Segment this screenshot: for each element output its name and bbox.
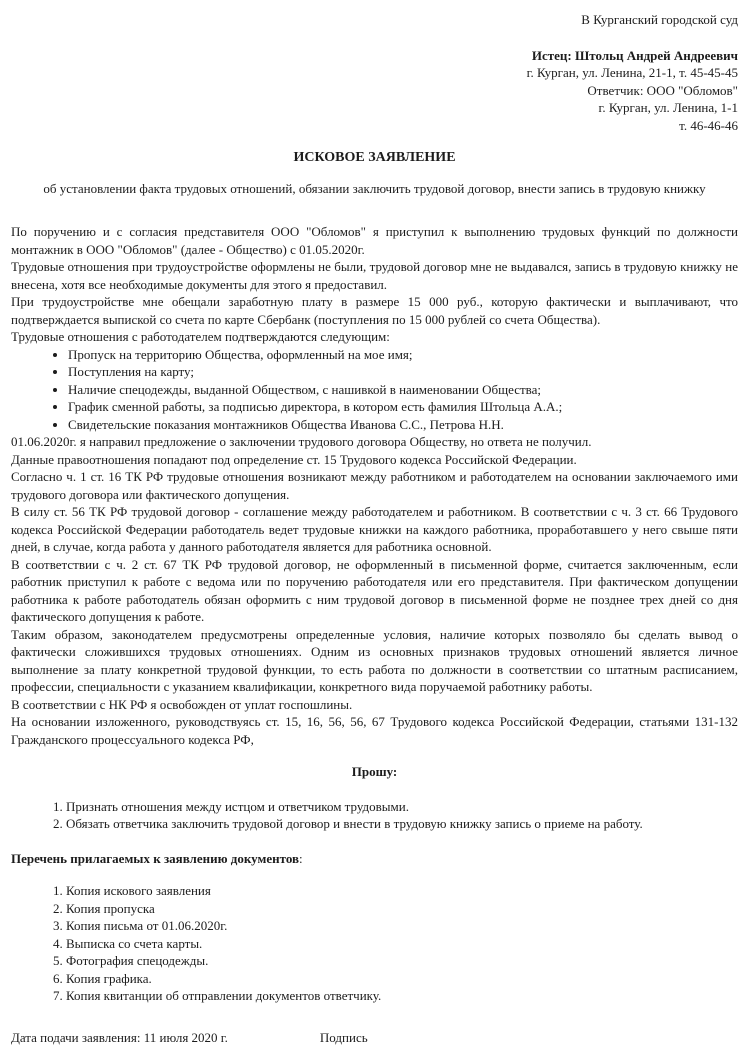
paragraph: Данные правоотношения попадают под определение ст. 15 Трудового кодекса Российской Федерации. xyxy=(11,451,577,467)
defendant-phone: т. 46-46-46 xyxy=(679,117,738,133)
attachment-item: 2. Копия пропуска xyxy=(66,900,738,918)
evidence-item: • Свидетельские показания монтажников Общества Иванова С.С., Петрова Н.Н. xyxy=(68,416,738,434)
footer xyxy=(11,1029,738,1047)
attachment-item: 1. Копия искового заявления xyxy=(66,882,738,900)
court-header xyxy=(11,11,738,134)
paragraph: На основании изложенного, руководствуясь ст. 15, 16, 56, 56, 67 Трудового кодекса Российской Федерации, статьями 131-132 Гражданского процессуального кодекса РФ, xyxy=(11,714,738,747)
attachment-item: 5. Фотография спецодежды. xyxy=(66,952,738,970)
paragraph: По поручению и с согласия представителя ООО "Обломов" я приступил к выполнению трудовых функций по должности монтажник в ООО "Обломов" (далее - Общество) с 01.05.2020г. xyxy=(11,224,738,257)
evidence-item: • Поступления на карту; xyxy=(68,363,738,381)
filing-date: Дата подачи заявления: 11 июля 2020 г. xyxy=(11,1029,228,1045)
attachments-heading: Перечень прилагаемых к заявлению документов: xyxy=(11,850,303,866)
evidence-item: • Пропуск на территорию Общества, оформленный на мое имя; xyxy=(68,346,738,364)
paragraph: Трудовые отношения при трудоустройстве оформлены не были, трудовой договор мне не выдавался, запись в трудовую книжку не внесена, хотя все необходимые документы для этого я предоставил. xyxy=(11,259,738,292)
attachment-item: 7. Копия квитанции об отправлении документов ответчику. xyxy=(66,987,738,1005)
paragraph: В соответствии с НК РФ я освобожден от уплат госпошлины. xyxy=(11,696,353,712)
paragraph: Трудовые отношения с работодателем подтверждаются следующим: xyxy=(11,329,390,344)
plaintiff-line: Истец: Штольц Андрей Андреевич xyxy=(531,47,738,63)
statement-body xyxy=(11,223,738,748)
attachment-item: 3. Копия письма от 01.06.2020г. xyxy=(66,917,738,935)
document-subtitle: об установлении факта трудовых отношений, обязании заключить трудовой договор, внести запись в трудовую книжку xyxy=(43,180,706,196)
court-name: В Курганский городской суд xyxy=(581,12,738,27)
petition-item: 2. Обязать ответчика заключить трудовой договор и внести в трудовую книжку запись о приеме на работу. xyxy=(66,815,738,833)
paragraph: Таким образом, законодателем предусмотрены определенные условия, наличие которых позволяло бы сделать вывод о фактически сложившихся трудовых отношениях. Одним из основных признаков трудовых отношений является личное выполнение за плату конкретной трудовой функции, то есть работа по должности в соответствии со штатным расписанием, профессии, специальности с указанием квалификации, конкретного вида поручаемой работнику работы. xyxy=(11,626,738,694)
petition-list xyxy=(11,798,738,833)
signature-label: Подпись xyxy=(319,1029,368,1045)
evidence-item: • Наличие спецодежды, выданной Обществом, с нашивкой в наименовании Общества; xyxy=(68,381,738,399)
document-title: ИСКОВОЕ ЗАЯВЛЕНИЕ xyxy=(293,150,456,165)
paragraph: В соответствии с ч. 2 ст. 67 ТК РФ трудовой договор, не оформленный в письменной форме, считается заключенным, если работник приступил к работе с ведома или по поручению работодателя или его представителя. При фактическом допущении работника к работе работодатель обязан оформить с ним трудовой договор в письменной форме не позднее трех дней со дня фактического допущения к работе. xyxy=(11,556,738,624)
attachment-item: 4. Выписка со счета карты. xyxy=(66,935,738,953)
plaintiff-address: г. Курган, ул. Ленина, 21-1, т. 45-45-45 xyxy=(526,65,738,80)
paragraph: 01.06.2020г. я направил предложение о заключении трудового договора Обществу, но ответа не получил. xyxy=(11,434,592,449)
evidence-item: • График сменной работы, за подписью директора, в котором есть фамилия Штольца А.А.; xyxy=(68,398,738,416)
attachment-item: 6. Копия графика. xyxy=(66,970,738,988)
evidence-list xyxy=(11,346,738,434)
petition-item: 1. Признать отношения между истцом и ответчиком трудовыми. xyxy=(66,798,738,816)
paragraph: В силу ст. 56 ТК РФ трудовой договор - соглашение между работодателем и работником. В соответствии с ч. 3 ст. 66 Трудового кодекса Российской Федерации работодатель ведет трудовые книжки на каждого работника, проработавшего у него свыше пяти дней, в случае, когда работа у данного работодателя является для работника основной. xyxy=(11,504,738,554)
paragraph: Согласно ч. 1 ст. 16 ТК РФ трудовые отношения возникают между работником и работодателем на основании заключаемого ими трудового договора или фактического допущения. xyxy=(11,469,738,502)
defendant-line: Ответчик: ООО "Обломов" xyxy=(587,82,738,98)
paragraph: При трудоустройстве мне обещали заработную плату в размере 15 000 руб., которую фактически и выплачивают, что подтверждается выпиской со счета по карте Сбербанк (поступления по 15 000 рублей со счета Общества). xyxy=(11,294,738,327)
defendant-address: г. Курган, ул. Ленина, 1-1 xyxy=(598,100,738,115)
petition-heading: Прошу: xyxy=(351,764,398,779)
attachments-list xyxy=(11,882,738,1005)
